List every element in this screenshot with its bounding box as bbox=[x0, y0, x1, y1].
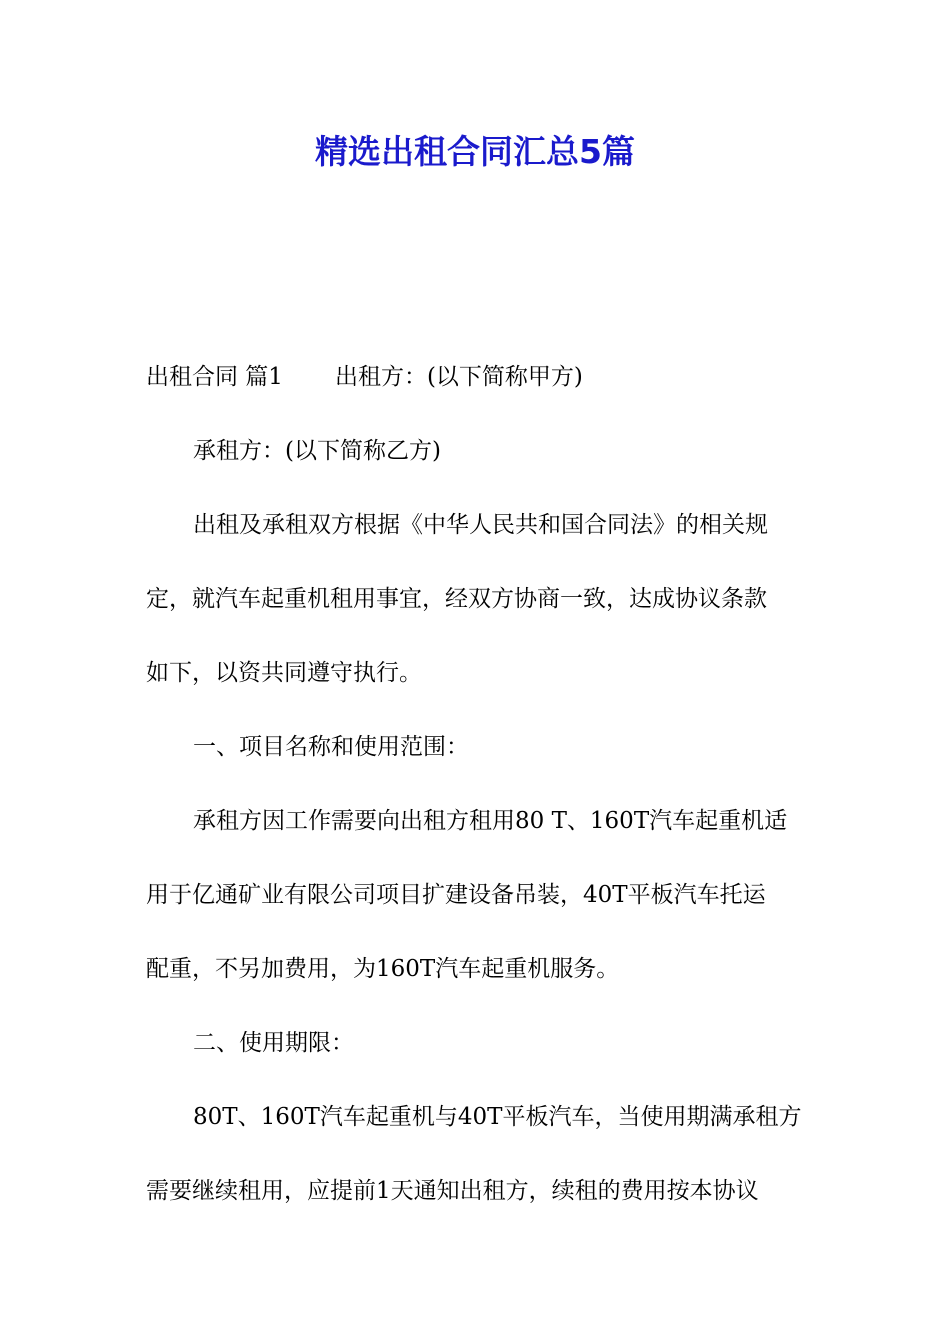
document-body bbox=[146, 340, 810, 1228]
paragraph-line: 如下，以资共同遵守执行。 bbox=[146, 660, 422, 686]
lessee-line: 承租方：(以下简称乙方) bbox=[193, 438, 441, 464]
paragraph-line: 定，就汽车起重机租用事宜，经双方协商一致，达成协议条款 bbox=[146, 586, 767, 612]
paragraph-line: 需要继续租用，应提前1天通知出租方，续租的费用按本协议 bbox=[146, 1178, 759, 1204]
lessor-line: 出租方：(以下简称甲方) bbox=[334, 364, 583, 390]
paragraph-line: 配重，不另加费用，为160T汽车起重机服务。 bbox=[146, 956, 620, 982]
document-title: 精选出租合同汇总5篇 bbox=[315, 132, 635, 171]
section-heading: 出租合同 篇1 bbox=[146, 364, 283, 390]
paragraph-line bbox=[146, 340, 810, 414]
clause-heading: 一、项目名称和使用范围： bbox=[193, 734, 469, 760]
paragraph-line: 用于亿通矿业有限公司项目扩建设备吊装，40T平板汽车托运 bbox=[146, 882, 766, 908]
clause-heading: 二、使用期限： bbox=[193, 1030, 354, 1056]
paragraph-line: 承租方因工作需要向出租方租用80 T、160T汽车起重机适 bbox=[193, 808, 788, 834]
paragraph-line: 80T、160T汽车起重机与40T平板汽车，当使用期满承租方 bbox=[193, 1104, 802, 1130]
paragraph-line: 出租及承租双方根据《中华人民共和国合同法》的相关规 bbox=[193, 512, 768, 538]
